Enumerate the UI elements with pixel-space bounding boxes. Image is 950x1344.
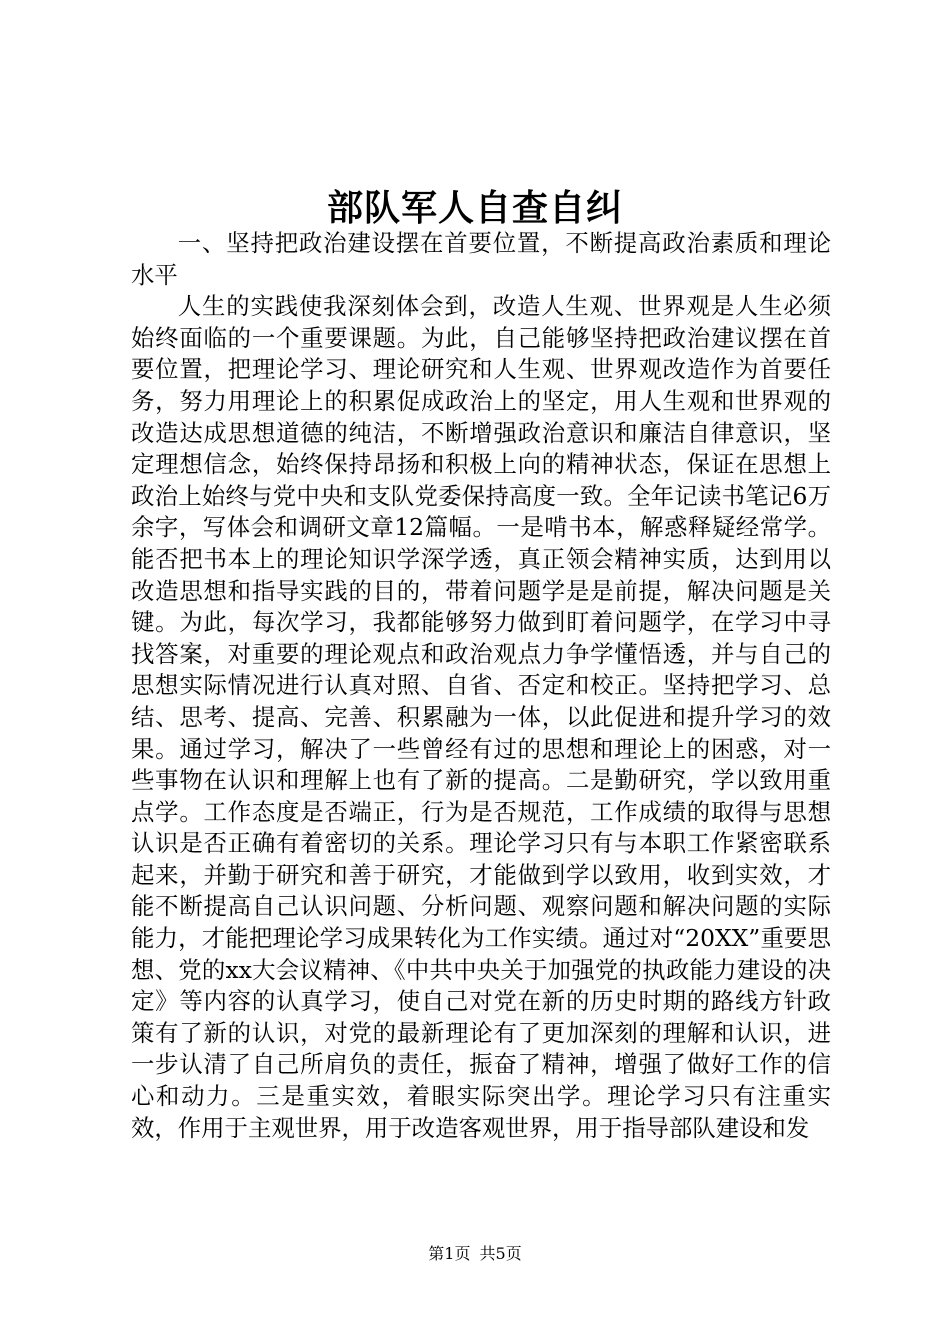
document-title: 部队军人自查自纠 [326, 187, 623, 229]
section-heading: 一、坚持把政治建设摆在首要位置，不断提高政治素质和理论水平 [131, 229, 831, 289]
page-number: 第1页 [428, 1244, 471, 1263]
document-body [131, 228, 831, 1144]
page-footer [0, 1244, 950, 1264]
body-paragraph: 人生的实践使我深刻体会到，改造人生观、世界观是人生必须始终面临的一个重要课题。为此，自己能够坚持把政治建议摆在首要位置，把理论学习、理论研究和人生观、世界观改造作为首要任务，努力用理论上的积累促成政治上的坚定，用人生观和世界观的改造达成思想道德的纯洁，不断增强政治意识和廉洁自律意识，坚定理想信念，始终保持昂扬和积极上向的精神状态，保证在思想上政治上始终与党中央和支队党委保持高度一致。全年记读书笔记6万余字，写体会和调研文章12篇幅。一是啃书本，解惑释疑经常学。能否把书本上的理论知识学深学透，真正领会精神实质，达到用以改造思想和指导实践的目的，带着问题学是是前提，解决问题是关键。为此，每次学习，我都能够努力做到盯着问题学，在学习中寻找答案，对重要的理论观点和政治观点力争学懂悟透，并与自己的思想实际情况进行认真对照、自省、否定和校正。坚持把学习、总结、思考、提高、完善、积累融为一体，以此促进和提升学习的效果。通过学习，解决了一些曾经有过的思想和理论上的困惑，对一些事物在认识和理解上也有了新的提高。二是勤研究，学以致用重点学。工作态度是否端正，行为是否规范，工作成绩的取得与思想认识是否正确有着密切的关系。理论学习只有与本职工作紧密联系起来，并勤于研究和善于研究，才能做到学以致用，收到实效，才能不断提高自己认识问题、分析问题、观察问题和解决问题的实际能力，才能把理论学习成果转化为工作实绩。通过对“20XX”重要思想、党的xx大会议精神、《中共中央关于加强党的执政能力建设的决定》等内容的认真学习，使自己对党在新的历史时期的路线方针政策有了新的认识，对党的最新理论有了更加深刻的理解和认识，进一步认清了自己所肩负的责任，振奋了精神，增强了做好工作的信心和动力。三是重实效，着眼实际突出学。理论学习只有注重实效，作用于主观世界，用于改造客观世界，用于指导部队建设和发 [131, 292, 831, 1142]
page-total: 共5页 [479, 1244, 522, 1263]
